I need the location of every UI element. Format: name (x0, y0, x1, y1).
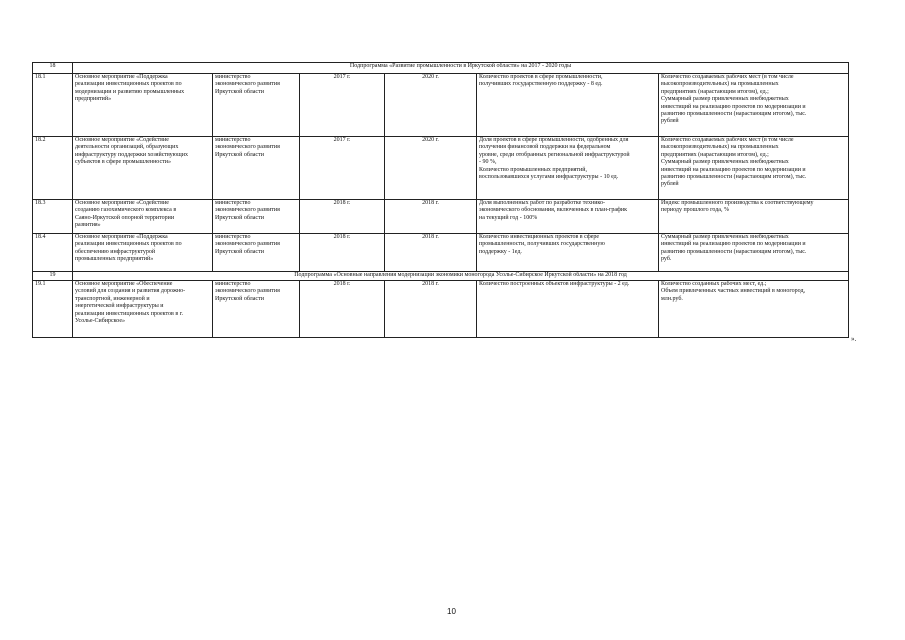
activity-cell (73, 234, 213, 272)
indicator-cell-line: Количество промышленных предприятий, (479, 166, 587, 173)
indicator-cell-line: поддержку - 1ед. (479, 248, 522, 255)
activity-cell-line: реализации инвестиционных проектов по (75, 241, 182, 248)
activity-cell (73, 74, 213, 137)
executor-cell (213, 234, 300, 272)
activity-cell-line: развития» (75, 222, 101, 229)
activity-cell-line: субъектов в сфере промышленности» (75, 159, 171, 166)
indicator-cell-line: на текущий год - 100% (479, 214, 538, 221)
target-indicator-cell-line: руб. (661, 256, 672, 263)
end-year-cell: 2020 г. (385, 137, 477, 200)
target-indicator-cell-line: предприятиях (нарастающим итогом), ед.; (661, 151, 769, 158)
target-indicator-cell-line: рублей (661, 181, 679, 188)
activity-cell (73, 137, 213, 200)
target-indicator-cell-line: рублей (661, 118, 679, 125)
activity-cell-line: Саяно-Иркутской опорной территории (75, 214, 175, 221)
subprogram-row (33, 63, 849, 74)
activity-cell-line: деятельности организаций, образующих (75, 144, 179, 151)
target-indicator-cell-line: инвестиций на реализацию проектов по модернизации и (661, 103, 806, 110)
activity-cell-line: реализации инвестиционных проектов по (75, 81, 182, 88)
start-year-cell: 2017 г. (300, 74, 385, 137)
executor-cell-line: министерство (215, 281, 251, 287)
indicator-cell (477, 234, 659, 272)
end-year-cell: 2020 г. (385, 74, 477, 137)
target-indicator-cell (659, 234, 849, 272)
indicator-cell-line: - 90 %, (479, 159, 497, 166)
start-year-cell: 2017 г. (300, 137, 385, 200)
row-number: 18.2 (33, 137, 73, 200)
plan-table (32, 62, 849, 338)
executor-cell-line: экономического развития (215, 207, 280, 214)
end-year-cell: 2018 г. (385, 234, 477, 272)
executor-cell-line: экономического развития (215, 241, 280, 248)
executor-cell-line: Иркутской области (215, 88, 264, 95)
start-year-cell: 2018 г. (300, 234, 385, 272)
target-indicator-cell (659, 281, 849, 338)
activity-cell-line: Основное мероприятие «Поддержка (75, 234, 168, 240)
target-indicator-cell-line: Индекс промышленного производства к соответствующему (661, 200, 814, 206)
activity-cell-line: условий для создания и развития дорожно- (75, 288, 186, 295)
indicator-cell-line: получения финансовой поддержки на федеральном (479, 144, 611, 151)
activity-cell-line: Основное мероприятие «Поддержка (75, 74, 168, 80)
executor-cell-line: экономического развития (215, 144, 280, 151)
indicator-cell (477, 137, 659, 200)
executor-cell (213, 137, 300, 200)
indicator-cell-line: Доля выполненных работ по разработке технико- (479, 200, 606, 206)
target-indicator-cell-line: Суммарный размер привлеченных внебюджетных (661, 96, 789, 103)
start-year-cell: 2018 г. (300, 281, 385, 338)
table-row (33, 200, 849, 234)
indicator-cell-line: Доля проектов в сфере промышленности, одобренных для (479, 137, 629, 143)
activity-cell-line: инфраструктуру поддержки хозяйствующих (75, 151, 188, 158)
subprogram-title: Подпрограмма «Развитие промышленности в Иркутской области» на 2017 - 2020 годы (73, 63, 849, 74)
target-indicator-cell-line: высокопроизводительных) на промышленных (661, 81, 779, 88)
target-indicator-cell-line: предприятиях (нарастающим итогом), ед.; (661, 88, 769, 95)
executor-cell-line: министерство (215, 137, 251, 143)
indicator-cell (477, 281, 659, 338)
indicator-cell-line: промышленности, получивших государственную (479, 241, 605, 248)
target-indicator-cell-line: высокопроизводительных) на промышленных (661, 144, 779, 151)
row-number: 18 (33, 63, 73, 74)
target-indicator-cell-line: периоду прошлого года, % (661, 207, 729, 214)
indicator-cell-line: Количество построенных объектов инфраструктуры - 2 ед. (479, 281, 630, 287)
indicator-cell (477, 74, 659, 137)
indicator-cell-line: экономического обоснования, включенных в план-график (479, 207, 628, 214)
target-indicator-cell (659, 200, 849, 234)
executor-cell-line: Иркутской области (215, 151, 264, 158)
executor-cell-line: Иркутской области (215, 248, 264, 255)
row-number: 19.1 (33, 281, 73, 338)
row-number: 18.4 (33, 234, 73, 272)
target-indicator-cell-line: развитию промышленности (нарастающим итогом), тыс. (661, 111, 807, 118)
executor-cell-line: Иркутской области (215, 295, 264, 302)
subprogram-row (33, 272, 849, 281)
target-indicator-cell-line: развитию промышленности (нарастающим итогом), тыс. (661, 248, 807, 255)
target-indicator-cell-line: Суммарный размер привлеченных внебюджетных (661, 159, 789, 166)
row-number: 18.1 (33, 74, 73, 137)
executor-cell (213, 281, 300, 338)
target-indicator-cell-line: Объем привлеченных частных инвестиций в моногород, (661, 288, 806, 295)
end-year-cell: 2018 г. (385, 200, 477, 234)
executor-cell-line: министерство (215, 234, 251, 240)
activity-cell-line: созданию газохимического комплекса в (75, 207, 177, 214)
target-indicator-cell-line: инвестиций на реализацию проектов по модернизации и (661, 166, 806, 173)
activity-cell-line: предприятий» (75, 96, 112, 103)
end-year-cell: 2018 г. (385, 281, 477, 338)
indicator-cell-line: уровне, среди отобранных региональной инфраструктурой (479, 151, 630, 158)
executor-cell-line: экономического развития (215, 81, 280, 88)
activity-cell (73, 281, 213, 338)
activity-cell-line: промышленных предприятий» (75, 256, 154, 263)
indicator-cell-line: Количество инвестиционных проектов в сфере (479, 234, 600, 240)
executor-cell (213, 74, 300, 137)
executor-cell (213, 200, 300, 234)
activity-cell-line: энергетической инфраструктуры и (75, 303, 164, 310)
executor-cell-line: экономического развития (215, 288, 280, 295)
target-indicator-cell (659, 74, 849, 137)
target-indicator-cell-line: млн.руб. (661, 295, 683, 302)
row-number: 19 (33, 272, 73, 281)
row-number: 18.3 (33, 200, 73, 234)
indicator-cell (477, 200, 659, 234)
closing-quote: ». (851, 335, 857, 343)
activity-cell (73, 200, 213, 234)
target-indicator-cell-line: развитию промышленности (нарастающим итогом), тыс. (661, 174, 807, 181)
target-indicator-cell-line: Суммарный размер привлеченных внебюджетных (661, 234, 789, 240)
activity-cell-line: Основное мероприятие «Обеспечение (75, 281, 173, 287)
target-indicator-cell-line: инвестиций на реализацию проектов по модернизации и (661, 241, 806, 248)
page-number: 10 (447, 607, 456, 616)
target-indicator-cell-line: Количество создаваемых рабочих мест (в том числе (661, 74, 794, 80)
target-indicator-cell (659, 137, 849, 200)
indicator-cell-line: Количество проектов в сфере промышленности, (479, 74, 603, 80)
executor-cell-line: Иркутской области (215, 214, 264, 221)
target-indicator-cell-line: Количество созданных рабочих мест, ед.; (661, 281, 767, 287)
table-row (33, 234, 849, 272)
indicator-cell-line: воспользовавшихся услугами инфраструктуры - 10 ед. (479, 174, 619, 181)
target-indicator-cell-line: Количество создаваемых рабочих мест (в том числе (661, 137, 794, 143)
activity-cell-line: Основное мероприятие «Содействие (75, 200, 169, 206)
table-row (33, 137, 849, 200)
activity-cell-line: транспортной, инженерной и (75, 295, 150, 302)
executor-cell-line: министерство (215, 74, 251, 80)
table-row (33, 281, 849, 338)
activity-cell-line: обеспечению инфраструктурой (75, 248, 156, 255)
table-row (33, 74, 849, 137)
executor-cell-line: министерство (215, 200, 251, 206)
indicator-cell-line: получивших государственную поддержку - 8 ед. (479, 81, 603, 88)
activity-cell-line: модернизации и развитию промышленных (75, 88, 185, 95)
subprogram-title: Подпрограмма «Основные направления модернизации экономики моногорода Усолье-Сибирское Иркутской области» на 2018 год (73, 272, 849, 281)
activity-cell-line: Основное мероприятие «Содействие (75, 137, 169, 143)
activity-cell-line: реализации инвестиционных проектов в г. (75, 310, 184, 317)
activity-cell-line: Усолье-Сибирское» (75, 318, 125, 325)
start-year-cell: 2018 г. (300, 200, 385, 234)
